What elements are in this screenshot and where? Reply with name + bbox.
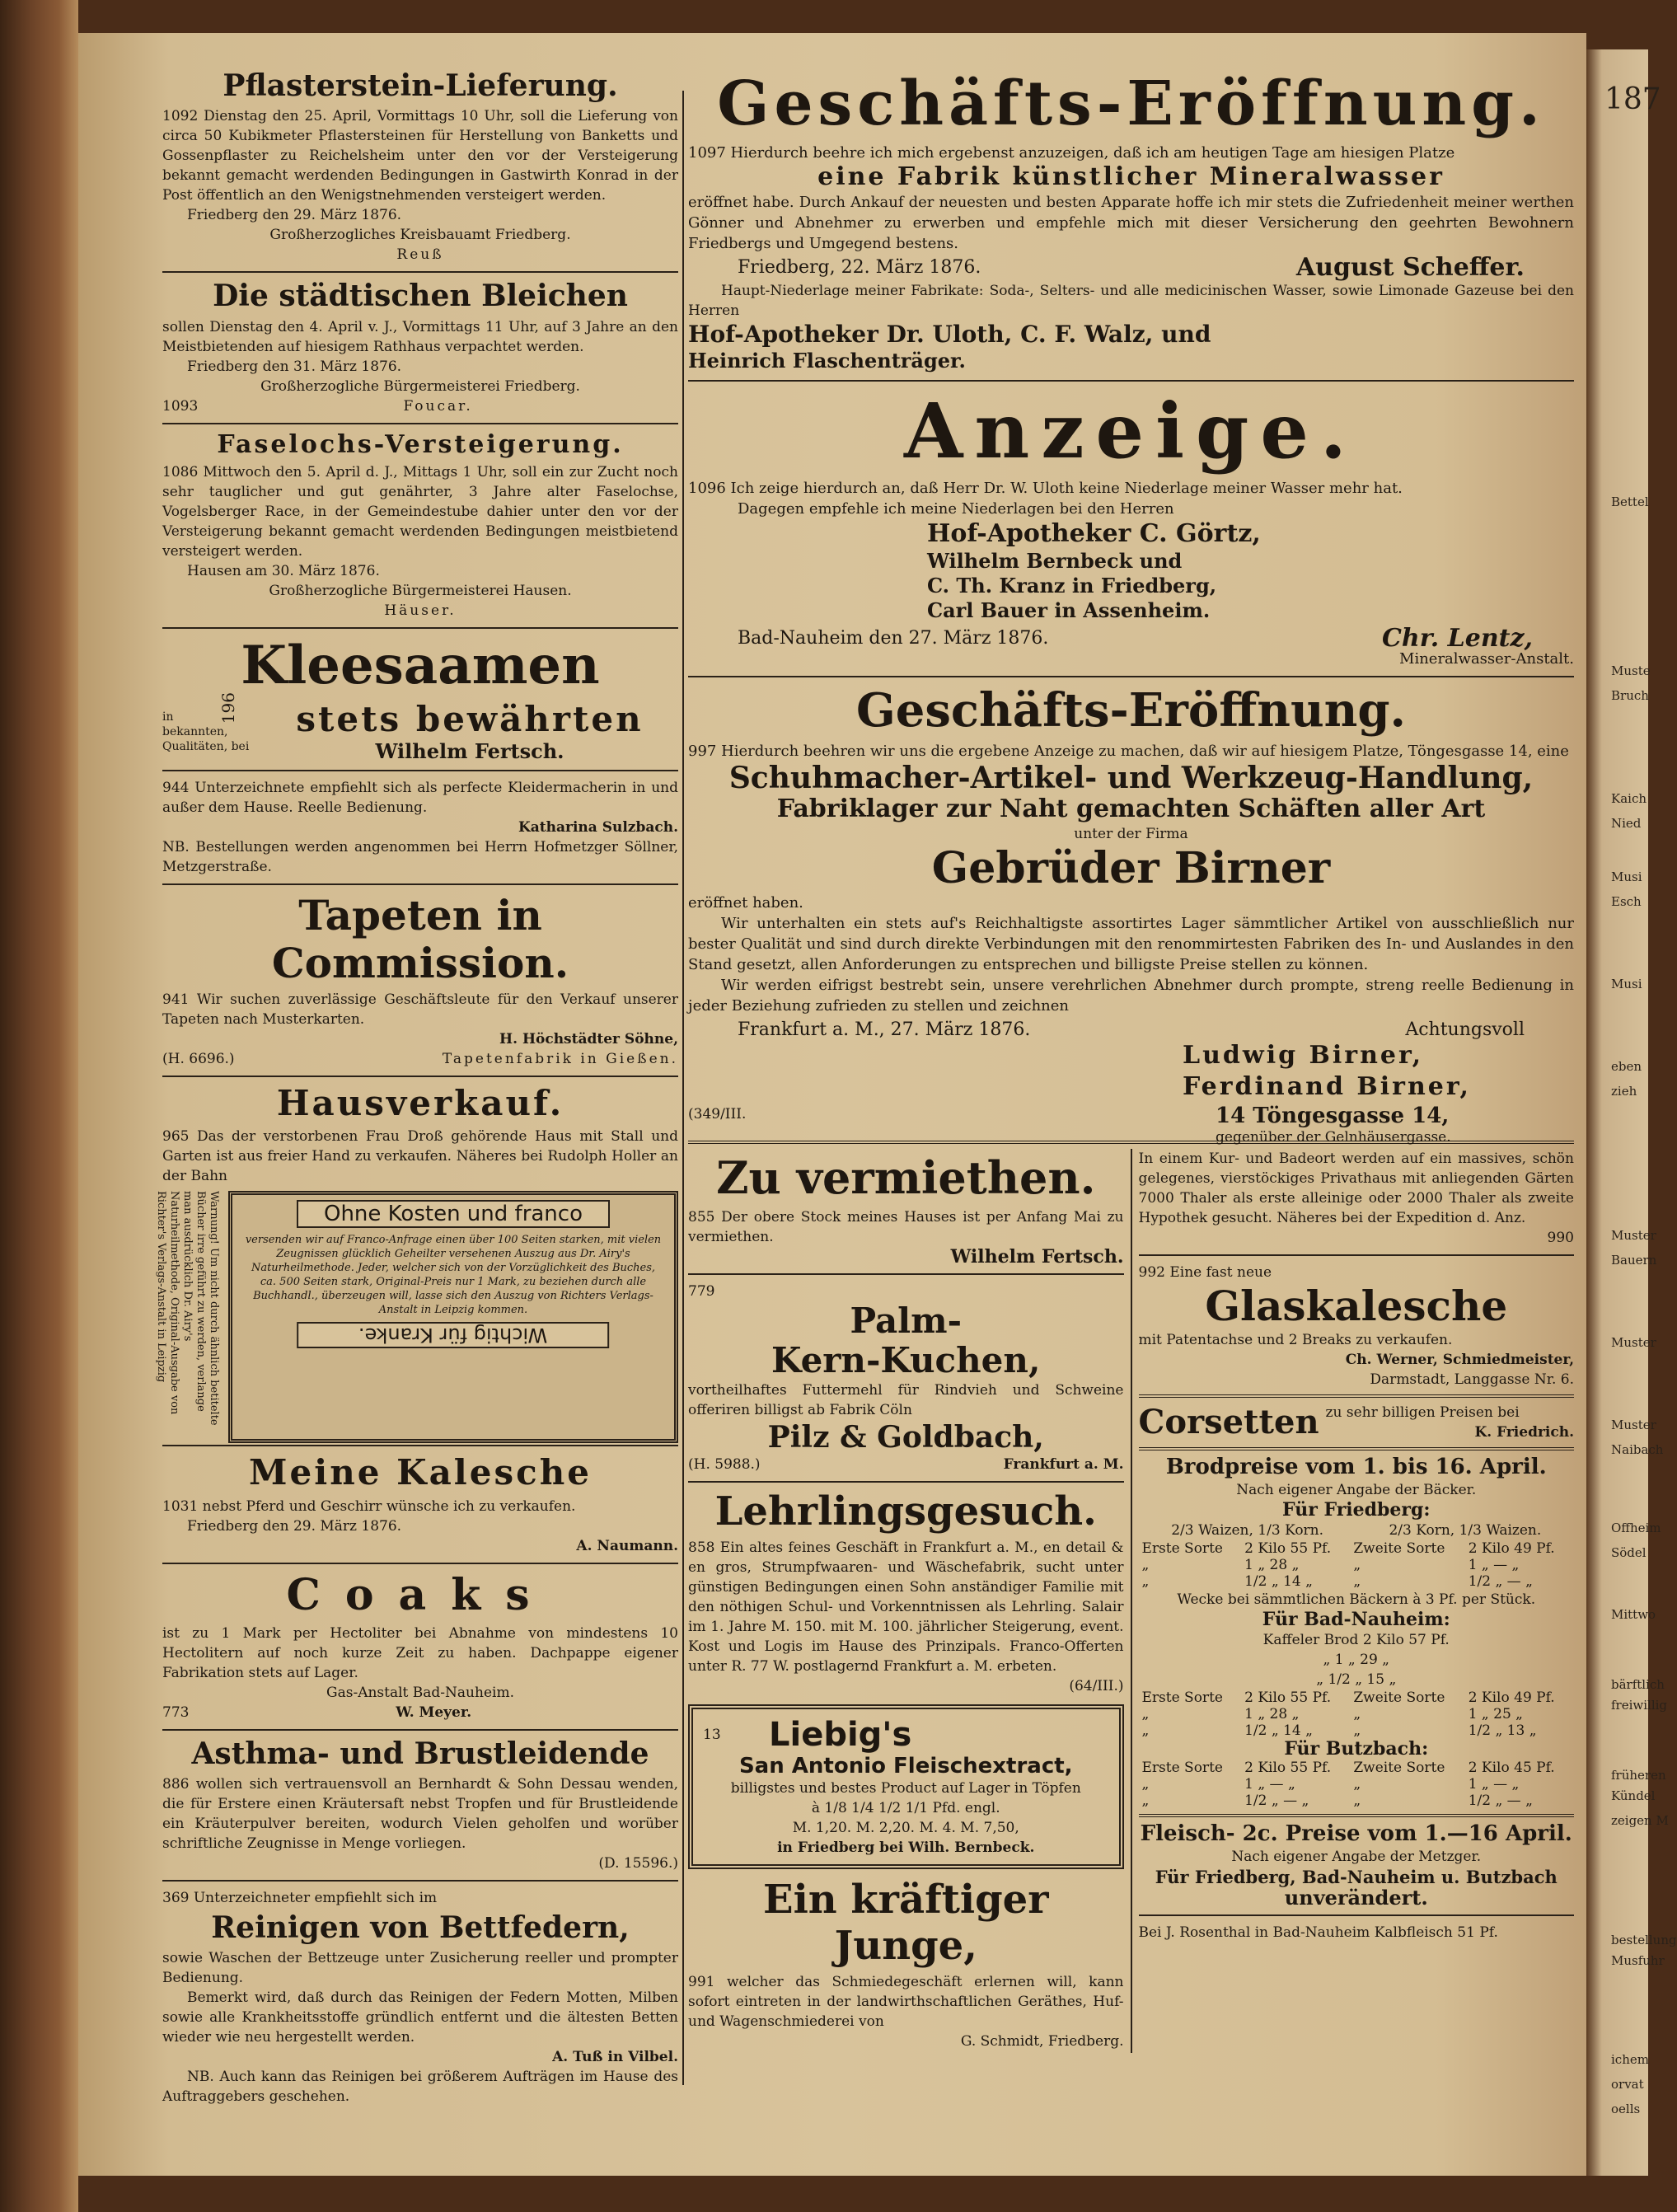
price-table-friedberg <box>1139 1540 1575 1590</box>
price-line: „ 1 „ 29 „ <box>1323 1651 1389 1668</box>
next-page-fragment: zieh <box>1611 1084 1637 1099</box>
next-page-fragment: eben <box>1611 1059 1642 1074</box>
brodpreise <box>1139 1455 1575 1809</box>
ad-date: Friedberg den 29. März 1876. <box>187 1517 402 1535</box>
section-foot: Bei J. Rosenthal in Bad-Nauheim Kalbfleisch 51 Pf. <box>1138 1924 1498 1941</box>
section-subtitle: Nach eigener Angabe der Metzger. <box>1231 1848 1482 1865</box>
ad-glaskalesche <box>1139 1263 1575 1390</box>
town-title: Für Bad-Nauheim: <box>1262 1608 1450 1630</box>
ad-liebig <box>688 1704 1124 1869</box>
table-cell: 1 „ — „ <box>1468 1556 1520 1573</box>
ad-signature: K. Friedrich. <box>1474 1423 1574 1441</box>
book-binding <box>0 0 78 2212</box>
ad-main <box>261 700 678 763</box>
divider <box>162 1880 678 1882</box>
next-page-fragment: zeigen M <box>1611 1813 1669 1828</box>
ad-title: Coaks <box>286 1569 555 1620</box>
table-row <box>1139 1793 1575 1809</box>
ad-signature: H. Höchstädter Söhne, <box>499 1031 678 1048</box>
next-page-fragment: Bauern <box>1611 1253 1657 1268</box>
ad-title: Kern-Kuchen, <box>771 1339 1041 1380</box>
ad-body: billigstes und bestes Product auf Lager in Töpfen <box>730 1780 1081 1797</box>
table-cell: Erste Sorte <box>1141 1759 1223 1776</box>
ad-agent: Wilhelm Bernbeck und <box>927 549 1183 574</box>
table-cell: 2 Kilo 55 Pf. <box>1244 1539 1332 1557</box>
ad-seller: in Friedberg bei Wilh. Bernbeck. <box>777 1839 1035 1857</box>
ad-title: Ohne Kosten und franco <box>297 1200 609 1228</box>
town-title: Für Butzbach: <box>1284 1737 1429 1760</box>
table-row <box>1139 1760 1575 1776</box>
ad-pflasterstein <box>162 69 678 265</box>
ad-text: unter der Firma <box>1074 825 1188 842</box>
ad-firm: Pilz & Goldbach, <box>767 1420 1044 1455</box>
next-page-fragment: Musfuhr <box>1611 1953 1665 1968</box>
table-cell: Zweite Sorte <box>1353 1689 1445 1706</box>
left-column <box>155 66 678 2108</box>
table-cell: 1/2 „ 14 „ <box>1244 1722 1313 1739</box>
ad-signature: Chr. Lentz, <box>1382 624 1533 654</box>
table-cell: „ <box>1353 1556 1361 1573</box>
ad-agent: Carl Bauer in Assenheim. <box>927 598 1211 623</box>
table-cell: „ <box>1141 1705 1150 1722</box>
mix-label: 2/3 Korn, 1/3 Waizen. <box>1389 1521 1542 1539</box>
table-row <box>1139 1540 1575 1557</box>
ad-body: 1096 Ich zeige hierdurch an, daß Herr Dr. W. Uloth keine Niederlage meiner Wasser mehr hat. <box>688 480 1403 498</box>
ad-office: Großherzogliches Kreisbauamt Friedberg. <box>269 227 571 244</box>
ad-code: (349/III. <box>688 1106 747 1123</box>
ad-kalesche <box>162 1453 678 1555</box>
ad-small-line: in <box>162 710 174 724</box>
ad-title: Anzeige. <box>904 386 1358 476</box>
ad-title: Kleesaamen <box>241 635 600 697</box>
next-page-fragment: Muste <box>1611 663 1651 678</box>
divider <box>1139 1914 1575 1916</box>
table-cell: „ <box>1141 1722 1150 1739</box>
ad-signature: A. Tuß in Vilbel. <box>552 2049 678 2066</box>
ad-small-text <box>162 710 261 754</box>
right-column <box>688 66 1574 2053</box>
ad-body: 991 welcher das Schmiedegeschäft erlernen will, kann sofort eintreten in der landwirthschaftlichen Geräthes, Huf- und Wagenschmiederei von <box>688 1973 1124 2030</box>
ad-body: 886 wollen sich vertrauensvoll an Bernhardt & Sohn Dessau wenden, die für Erstere einen Kräutersaft nebst Tropfen und für Brustleidende ein Kräuterpulver bereiten, wodurch Vielen geholfen und worüber schriftliche Zeugnisse in Menge vorliegen. <box>162 1775 678 1852</box>
next-page-fragment: Musi <box>1611 869 1642 884</box>
ad-city: Frankfurt a. M. <box>1003 1456 1124 1474</box>
ad-body: Dagegen empfehle ich meine Niederlagen bei den Herren <box>738 500 1174 518</box>
next-page-number: 187 <box>1604 82 1661 116</box>
table-row <box>1139 1776 1575 1793</box>
table-cell: „ <box>1141 1556 1150 1573</box>
next-page-fragment: bestellung <box>1611 1933 1677 1947</box>
divider <box>162 1563 678 1564</box>
section-body: Für Friedberg, Bad-Nauheim u. Butzbach <box>1155 1866 1558 1887</box>
ad-office: Gas-Anstalt Bad-Nauheim. <box>326 1684 514 1701</box>
ad-title: Zu vermiethen. <box>716 1151 1096 1205</box>
ad-signature: Reuß <box>396 246 444 264</box>
next-page-fragment: oells <box>1611 2102 1641 2116</box>
ad-signature: Wilhelm Fertsch. <box>950 1245 1124 1268</box>
ad-signature: G. Schmidt, Friedberg. <box>960 2032 1124 2050</box>
ad-firm: Mineralwasser-Anstalt. <box>1399 650 1574 668</box>
ad-warning-side-text: Warnung! Um nicht durch ähnlich betitelte Bücher irre geführt zu werden, verlange man ausdrücklich Dr. Airy's Naturheilmethode, Original-Ausgabe von Richter's Verlags-Anstalt in Leipzig <box>155 1191 220 1427</box>
side-page-number: 196 <box>218 692 238 724</box>
ad-city: Darmstadt, Langgasse Nr. 6. <box>1370 1371 1574 1388</box>
ad-kleidermacherin <box>162 778 678 877</box>
ad-sizes: à 1/8 1/4 1/2 1/1 Pfd. engl. <box>811 1800 1000 1817</box>
next-page-fragment: Södel <box>1611 1545 1647 1560</box>
ad-title: Tapeten in Commission. <box>271 891 569 987</box>
ad-ohne-kosten <box>155 1191 678 1438</box>
ad-title: Glaskalesche <box>1205 1282 1508 1331</box>
ad-note: NB. Auch kann das Reinigen bei größerem Aufträgen im Hause des Auftraggebers geschehen. <box>162 2069 678 2106</box>
ad-subtitle: Schuhmacher-Artikel- und Werkzeug-Handlung, <box>728 760 1534 795</box>
ad-title: Meine Kalesche <box>249 1452 592 1493</box>
ad-number: 1093 <box>162 397 199 415</box>
ad-body: versenden wir auf Franco-Anfrage einen über 100 Seiten starken, mit vielen Zeugnissen glücklich Geheilter versehenen Auszug aus Dr. Airy's Naturheilmethode. Jeder, welcher sich von der Vorzüglichkeit des Buches, ca. 500 Seiten stark, Original-Preis nur 1 Mark, zu beziehen durch alle Buchhandl., überzeugen will, lasse sich den Auszug von Richters Verlags-Anstalt in Leipzig kommen. <box>245 1234 662 1317</box>
divider <box>162 271 678 273</box>
ad-text-block <box>1319 1403 1574 1442</box>
table-cell: 1/2 „ 13 „ <box>1468 1722 1537 1739</box>
ad-body: 965 Das der verstorbenen Frau Droß gehörende Haus mit Stall und Garten ist aus freier Hand zu verkaufen. Näheres bei Rudolph Holler an der Bahn <box>162 1128 678 1185</box>
table-cell: 1/2 „ — „ <box>1244 1792 1309 1809</box>
table-cell: Zweite Sorte <box>1353 1759 1445 1776</box>
table-cell: Zweite Sorte <box>1353 1539 1445 1557</box>
next-page-fragment: Muster <box>1611 1418 1656 1432</box>
table-cell: „ <box>1141 1572 1150 1590</box>
price-table-butzbach <box>1139 1760 1575 1809</box>
ad-subtitle: Fabriklager zur Naht gemachten Schäften aller Art <box>776 794 1486 824</box>
ad-body: eröffnet habe. Durch Ankauf der neuesten und besten Apparate hoffe ich mir stets die Zufriedenheit meiner werthen Gönner und Abnehmer zu erwerben und empfehle mich mit dieser Versicherung den geehrten Bewohnern Friedbergs und Umgegend bestens. <box>688 193 1574 252</box>
ad-code: (H. 5988.) <box>688 1456 761 1474</box>
ad-footer <box>688 254 1574 281</box>
table-cell: „ <box>1141 1792 1150 1809</box>
table-row <box>1139 1573 1575 1590</box>
ad-signature: Foucar. <box>403 397 473 415</box>
ad-signature: August Scheffer. <box>1295 252 1525 282</box>
table-cell: 2 Kilo 55 Pf. <box>1244 1689 1332 1706</box>
ad-tapeten <box>162 892 678 1069</box>
ad-signature: Häuser. <box>384 602 457 620</box>
ad-body: eröffnet haben. <box>688 894 803 912</box>
next-page-fragment: früheren <box>1611 1768 1666 1783</box>
ad-faseloch <box>162 431 678 621</box>
section-subtitle: Nach eigener Angabe der Bäcker. <box>1236 1481 1477 1498</box>
ad-firm: Gebrüder Birner <box>931 842 1331 893</box>
ad-code: (64/III.) <box>1069 1678 1124 1695</box>
table-row <box>1139 1722 1575 1739</box>
ad-agent: Hof-Apotheker C. Görtz, <box>927 519 1261 549</box>
ad-date: Bad-Nauheim den 27. März 1876. <box>738 628 1049 649</box>
next-page-fragment: Nied <box>1611 816 1642 831</box>
divider <box>162 1445 678 1446</box>
table-row <box>1139 1706 1575 1722</box>
ad-lehrlingsgesuch <box>688 1489 1124 1696</box>
ad-date: Friedberg, 22. März 1876. <box>738 256 981 278</box>
ad-address: 14 Töngesgasse 14, <box>1216 1104 1450 1129</box>
ad-body: zu sehr billigen Preisen bei <box>1325 1404 1520 1421</box>
next-page-fragment: bärftlich <box>1611 1677 1665 1692</box>
section-state: unverändert. <box>1284 1885 1428 1910</box>
ad-corsetten <box>1139 1403 1575 1442</box>
next-page-fragment: Esch <box>1611 894 1642 909</box>
ad-date: Frankfurt a. M., 27. März 1876. <box>738 1019 1031 1041</box>
right-lower-left <box>688 1149 1132 2052</box>
ad-body: 858 Ein altes feines Geschäft in Frankfurt a. M., en detail & en gros, Strumpfwaaren- und Wäschefabrik, sucht unter günstigen Bedingungen einen Sohn anständiger Familie mit den nöthigen Schul- und Vorkenntnissen als Lehrling. Salair im 1. Jahre M. 150. mit M. 100. jährlicher Steigerung, event. Kost und Logis im Hause des Prinzipals. Franco-Offerten unter R. 77 W. postlagernd Frankfurt a. M. erbeten. <box>688 1539 1124 1675</box>
ad-number: 779 <box>688 1282 715 1300</box>
divider <box>162 770 678 771</box>
ad-footer <box>688 1016 1574 1040</box>
next-page-fragment: Kaich <box>1611 791 1647 806</box>
ad-anzeige <box>688 388 1574 670</box>
ad-subtitle: San Antonio Fleischextract, <box>738 1754 1073 1779</box>
ad-title: Palm- <box>850 1300 962 1341</box>
table-cell: 1 „ — „ <box>1468 1775 1520 1793</box>
table-cell: 1 „ 25 „ <box>1468 1705 1523 1722</box>
ad-subtitle: eine Fabrik künstlicher Mineralwasser <box>817 162 1445 192</box>
ad-note: NB. Bestellungen werden angenommen bei Herrn Hofmetzger Söllner, Metzgerstraße. <box>162 839 678 876</box>
right-lower-right <box>1132 1149 1575 2052</box>
ad-body: 1097 Hierdurch beehre ich mich ergebenst anzuzeigen, daß ich am heutigen Tage am hiesigen Platze <box>688 144 1455 162</box>
divider <box>162 1076 678 1077</box>
table-cell: „ <box>1353 1775 1361 1793</box>
ad-firm: Tapetenfabrik in Gießen. <box>442 1051 678 1068</box>
next-page-fragment: Mittwo <box>1611 1607 1656 1622</box>
mix-row <box>1139 1521 1575 1540</box>
ad-header <box>703 1716 1109 1754</box>
table-cell: 1 „ — „ <box>1244 1775 1295 1793</box>
next-page-fragment: ichem <box>1611 2052 1649 2067</box>
next-page-fragment: Bruch <box>1611 688 1649 703</box>
ad-footer <box>688 623 1574 654</box>
table-cell: „ <box>1353 1792 1361 1809</box>
ad-seller: Wilhelm Fertsch. <box>375 739 564 764</box>
ad-body: Bemerkt wird, daß durch das Reinigen der Federn Motten, Milben sowie alle Krankheitsstoffe gründlich entfernt und die ältesten Betten wieder wie neu hergestellt werden. <box>162 1989 678 2046</box>
ad-body: sowie Waschen der Bettzeuge unter Zusicherung reeller und prompter Bedienung. <box>162 1950 678 1987</box>
ad-signature: Ferdinand Birner, <box>1183 1072 1471 1102</box>
price-line: „ 1/2 „ 15 „ <box>1316 1671 1397 1688</box>
ad-title: Geschäfts-Eröffnung. <box>855 683 1407 738</box>
divider <box>1139 1447 1575 1450</box>
table-cell: „ <box>1353 1722 1361 1739</box>
next-page-fragment: Offheim <box>1611 1521 1661 1535</box>
table-cell: 1/2 „ — „ <box>1468 1792 1533 1809</box>
ad-coaks <box>162 1571 678 1722</box>
price-line: Kaffeler Brod 2 Kilo 57 Pf. <box>1262 1631 1450 1648</box>
divider <box>162 883 678 885</box>
ad-scheffer <box>688 69 1574 373</box>
next-page-fragment: Kündel <box>1611 1788 1656 1803</box>
ad-signature: W. Meyer. <box>396 1704 472 1721</box>
ad-body: 944 Unterzeichnete empfiehlt sich als perfecte Kleidermacherin in und außer dem Hause. Reelle Bedienung. <box>162 780 678 817</box>
ad-body: 997 Hierdurch beehren wir uns die ergebene Anzeige zu machen, daß wir auf hiesigem Platze, Töngesgasse 14, eine <box>688 742 1569 760</box>
ad-footer <box>162 1049 678 1069</box>
ad-intro: 369 Unterzeichneter empfiehlt sich im <box>162 1889 438 1906</box>
table-cell: 2 Kilo 55 Pf. <box>1244 1759 1332 1776</box>
divider <box>688 1273 1124 1275</box>
mix-label: 2/3 Waizen, 1/3 Korn. <box>1171 1521 1324 1539</box>
table-row <box>1139 1557 1575 1573</box>
ad-number: 773 <box>162 1704 190 1721</box>
next-page-fragment: freiwillig <box>1611 1698 1668 1713</box>
price-note: Wecke bei sämmtlichen Bäckern à 3 Pf. per Stück. <box>1177 1591 1536 1608</box>
divider <box>162 423 678 424</box>
table-row <box>1139 1689 1575 1706</box>
section-title: Brodpreise vom 1. bis 16. April. <box>1165 1454 1547 1479</box>
divider <box>1139 1394 1575 1398</box>
ad-signature: A. Naumann. <box>576 1537 678 1554</box>
table-cell: Erste Sorte <box>1141 1539 1223 1557</box>
ad-number: 13 <box>703 1727 721 1744</box>
ad-palmkern <box>688 1282 1124 1475</box>
ad-number: 990 <box>1547 1230 1574 1247</box>
ad-body: mit Patentachse und 2 Breaks zu verkaufen. <box>1138 1331 1453 1348</box>
table-cell: 2 Kilo 49 Pf. <box>1468 1539 1555 1557</box>
ad-footer <box>162 1703 678 1722</box>
ad-body: 1031 nebst Pferd und Geschirr wünsche ich zu verkaufen. <box>162 1497 576 1515</box>
ad-small-line: Qualitäten, bei <box>162 739 250 753</box>
ad-hausverkauf <box>162 1084 678 1186</box>
ad-body: 1086 Mittwoch den 5. April d. J., Mittags 1 Uhr, soll ein zur Zucht noch sehr tauglicher und gut genährter, 3 Jahre alter Faselochse, Vogelsberger Race, in der Gemeindestube dahier unter den vor der Versteigerung bekannt gemacht werdenden Bedingungen meistbietend versteigert werden. <box>162 464 678 560</box>
ad-agent: Heinrich Flaschenträger. <box>688 348 966 373</box>
ad-bettfedern <box>162 1888 678 2107</box>
ad-title: Lehrlingsgesuch. <box>714 1488 1097 1535</box>
ad-title: Geschäfts-Eröffnung. <box>717 68 1545 139</box>
ad-birner <box>688 683 1574 1146</box>
next-page-fragment: Muster <box>1611 1335 1656 1350</box>
ad-signatures <box>688 1040 1574 1146</box>
fleischpreise <box>1139 1822 1575 1943</box>
ad-body: ist zu 1 Mark per Hectoliter bei Abnahme von mindestens 10 Hectolitern auf noch kurze Zeit zu haben. Dachpappe eigener Fabrikation stets auf Lager. <box>162 1624 678 1681</box>
ad-footer <box>688 1455 1124 1474</box>
ad-title: Corsetten <box>1138 1403 1319 1442</box>
ad-signature: Katharina Sulzbach. <box>518 819 678 837</box>
section-title: Fleisch- 2c. Preise vom 1.—16 April. <box>1140 1821 1572 1846</box>
ad-office: Großherzogliche Bürgermeisterei Friedberg. <box>260 377 580 395</box>
ad-office: Großherzogliche Bürgermeisterei Hausen. <box>269 583 572 600</box>
ad-signature: Ch. Werner, Schmiedmeister, <box>1345 1351 1574 1368</box>
divider <box>162 627 678 629</box>
ad-address-note: gegenüber der Gelnhäusergasse. <box>1216 1129 1451 1146</box>
ad-frame <box>228 1191 678 1443</box>
column-divider <box>682 91 684 2085</box>
table-cell: „ <box>1353 1705 1361 1722</box>
table-cell: 1 „ 28 „ <box>1244 1556 1300 1573</box>
ad-agent: C. Th. Kranz in Friedberg, <box>927 574 1217 598</box>
table-cell: 1/2 „ 14 „ <box>1244 1572 1313 1590</box>
ad-title: Asthma- und Brustleidende <box>191 1736 649 1771</box>
ad-kleesaamen <box>162 635 678 763</box>
next-page-fragment: orvat <box>1611 2077 1644 2092</box>
ad-body: 1092 Dienstag den 25. April, Vormittags 10 Uhr, soll die Lieferung von circa 50 Kubikmeter Pflastersteinen für Herstellung von Banketts und Gossenpflaster zu Reichelsheim unter den vor der Versteigerung bekannt gemacht werdenden Bedingungen in Gastwirth Konrad in der Post öffentlich an den Wenigstnehmenden versteigert werden. <box>162 108 678 204</box>
divider <box>688 380 1574 382</box>
ad-title: Pflasterstein-Lieferung. <box>223 68 618 103</box>
ad-date: Hausen am 30. März 1876. <box>187 563 380 580</box>
ad-bleichen <box>162 279 678 415</box>
ad-body: 941 Wir suchen zuverlässige Geschäftsleute für den Verkauf unserer Tapeten nach Musterkarten. <box>162 991 678 1029</box>
divider <box>162 1729 678 1731</box>
table-cell: 2 Kilo 45 Pf. <box>1468 1759 1555 1776</box>
next-page-fragment: Naibach <box>1611 1442 1664 1457</box>
ad-prices: M. 1,20. M. 2,20. M. 4. M. 7,50, <box>792 1820 1019 1837</box>
ad-row <box>162 700 678 763</box>
ad-subtitle: stets bewährten <box>296 698 644 739</box>
ad-vermiethen <box>688 1152 1124 1266</box>
ad-body: Haupt-Niederlage meiner Fabrikate: Soda-, Selters- und alle medicinischen Wasser, sowie Limonade Gazeuse bei den Herren <box>688 282 1574 319</box>
ad-junge <box>688 1877 1124 2050</box>
ad-title: Hausverkauf. <box>276 1083 564 1124</box>
ad-date: Friedberg den 29. März 1876. <box>187 207 402 224</box>
ad-kurort <box>1139 1149 1575 1248</box>
ad-title: Ein kräftiger Junge, <box>762 1877 1049 1969</box>
ad-regards: Achtungsvoll <box>1405 1019 1525 1041</box>
ad-title: Faselochs-Versteigerung. <box>217 429 624 459</box>
table-cell: 1/2 „ — „ <box>1468 1572 1533 1590</box>
ad-title: Reinigen von Bettfedern, <box>211 1910 630 1945</box>
divider <box>688 676 1574 677</box>
table-cell: Erste Sorte <box>1141 1689 1223 1706</box>
next-page-fragment: Muster <box>1611 1228 1656 1243</box>
town-title: Für Friedberg: <box>1281 1498 1431 1521</box>
ad-agents: Hof-Apotheker Dr. Uloth, C. F. Walz, und <box>688 320 1211 348</box>
next-page-fragment: Bettel <box>1611 494 1649 509</box>
ad-signature: Ludwig Birner, <box>1183 1041 1424 1071</box>
ad-intro: 992 Eine fast neue <box>1138 1264 1272 1282</box>
divider <box>1139 1814 1575 1817</box>
divider <box>688 1481 1124 1483</box>
divider <box>1139 1254 1575 1256</box>
table-cell: „ <box>1141 1775 1150 1793</box>
ad-body: In einem Kur- und Badeort werden auf ein massives, schön gelegenes, vierstöckiges Privathaus mit anliegenden Gärten 7000 Thaler als erste alleinige oder 2000 Thaler als zweite Hypothek gesucht. Näheres bei der Expedition d. Anz. <box>1138 1151 1574 1227</box>
ad-code: (H. 6696.) <box>162 1051 235 1068</box>
table-cell: 2 Kilo 49 Pf. <box>1468 1689 1555 1706</box>
ad-footer <box>162 396 678 416</box>
price-table-nauheim <box>1139 1689 1575 1739</box>
table-cell: „ <box>1353 1572 1361 1590</box>
ad-body: Wir unterhalten ein stets auf's Reichhaltigste assortirtes Lager sämmtlicher Artikel von ausschließlich nur bester Qualität und sind durch direkte Verbindungen mit den renommirtesten Fabriken des In- und Auslandes in den Stand gesetzt, allen Anforderungen zu entsprechen und billigste Preise stellen zu können. <box>688 915 1574 974</box>
ad-body: Wir werden eifrigst bestrebt sein, unsere verehrlichen Abnehmer durch prompte, streng reelle Bedienung in jeder Beziehung zufrieden zu stellen und zeichnen <box>688 977 1574 1015</box>
ad-body: 855 Der obere Stock meines Hauses ist per Anfang Mai zu vermiethen. <box>688 1208 1124 1245</box>
ad-title: Liebig's <box>769 1716 912 1755</box>
ad-asthma <box>162 1737 678 1873</box>
ad-footer-upside-down: Wichtig für Kranke. <box>297 1322 609 1348</box>
next-page-edge <box>1586 49 1677 2176</box>
ad-body: vortheilhaftes Futtermehl für Rindvieh und Schweine offeriren billigst ab Fabrik Cöln <box>688 1382 1124 1419</box>
right-lower-section <box>688 1149 1574 2052</box>
next-page-fragment: Musi <box>1611 977 1642 991</box>
ad-small-line: bekannten, <box>162 724 228 738</box>
ad-title: Die städtischen Bleichen <box>213 279 628 314</box>
table-cell: 1 „ 28 „ <box>1244 1705 1300 1722</box>
ad-code: (D. 15596.) <box>598 1854 678 1872</box>
ad-body: sollen Dienstag den 4. April v. J., Vormittags 11 Uhr, auf 3 Jahre an den Meistbietenden auf hiesigem Rathhaus verpachtet werden. <box>162 318 678 355</box>
ad-date: Friedberg den 31. März 1876. <box>187 358 402 375</box>
